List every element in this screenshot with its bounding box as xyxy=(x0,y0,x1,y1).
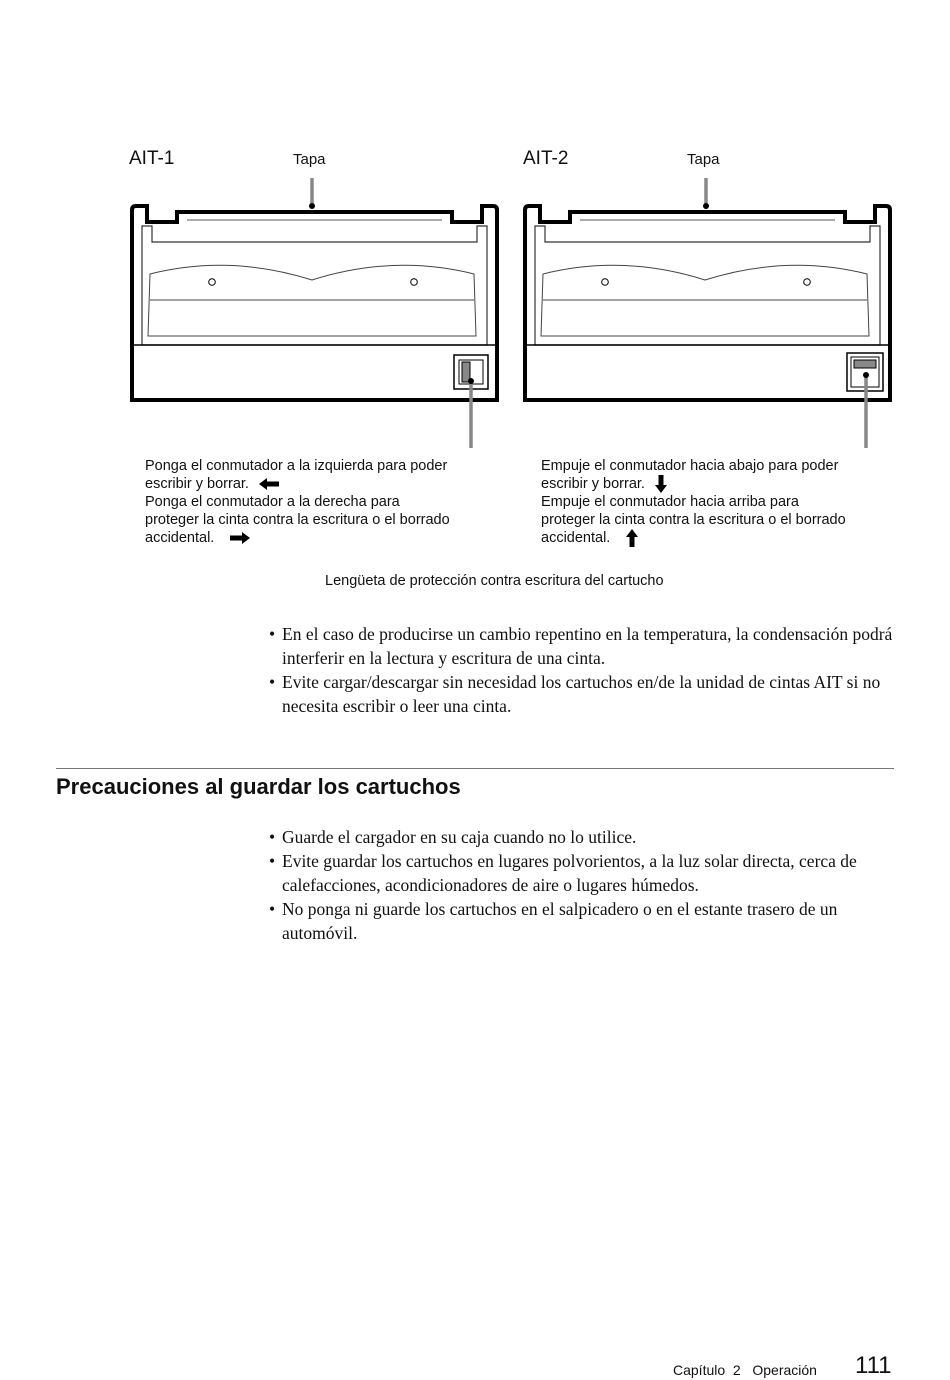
caption-line: Ponga el conmutador a la derecha para xyxy=(145,494,400,510)
caption-line: accidental. xyxy=(145,530,215,546)
list-item: • Evite guardar los cartuchos en lugares polvorientos, a la luz solar directa, cerca de calefacciones, acondicionadores de aire o lugares húmedos. xyxy=(269,849,894,897)
ait1-switch-caption xyxy=(145,457,505,547)
caption-line: proteger la cinta contra la escritura o el borrado xyxy=(145,512,450,528)
caption-line: accidental. xyxy=(541,530,611,547)
list-item: • Guarde el cargador en su caja cuando no lo utilice. xyxy=(269,825,894,849)
caption-line: Empuje el conmutador hacia abajo para poder xyxy=(541,458,839,474)
notes-list xyxy=(269,622,894,718)
list-item: • En el caso de producirse un cambio repentino en la temperatura, la condensación podrá interferir en la lectura y escritura de una cinta. xyxy=(269,622,894,670)
ait1-model-label: AIT-1 xyxy=(129,148,175,169)
ait2-switch-caption xyxy=(541,457,901,547)
list-item: • Evite cargar/descargar sin necesidad los cartuchos en/de la unidad de cintas AIT si no necesita escribir o leer una cinta. xyxy=(269,670,894,718)
caption-line: escribir y borrar. xyxy=(541,476,645,492)
caption-line: proteger la cinta contra la escritura o el borrado xyxy=(541,512,846,529)
arrow-down-icon xyxy=(655,475,667,493)
ait2-model-label: AIT-2 xyxy=(523,148,569,169)
ait1-tapa-label: Tapa xyxy=(293,151,326,168)
page-number: 111 xyxy=(855,1352,892,1379)
cartridge-figure xyxy=(0,0,950,460)
caption-line: Ponga el conmutador a la izquierda para poder xyxy=(145,458,448,474)
section-title: Precauciones al guardar los cartuchos xyxy=(56,774,461,799)
arrow-left-icon xyxy=(259,478,279,490)
ait2-cartridge-drawing xyxy=(525,206,890,400)
footer-chapter: Capítulo 2 Operación xyxy=(673,1362,817,1378)
arrow-right-icon xyxy=(230,532,250,544)
caption-line: Empuje el conmutador hacia arriba para xyxy=(541,494,799,511)
ait1-cartridge-drawing xyxy=(132,206,497,400)
caption-line: escribir y borrar. xyxy=(145,476,249,492)
ait2-tapa-label: Tapa xyxy=(687,151,720,168)
list-item: • No ponga ni guarde los cartuchos en el salpicadero o en el estante trasero de un automóvil. xyxy=(269,897,894,945)
storage-precautions-list xyxy=(269,825,894,945)
arrow-up-icon xyxy=(626,529,638,547)
figure-caption: Lengüeta de protección contra escritura del cartucho xyxy=(325,573,664,589)
section-divider xyxy=(56,768,894,769)
